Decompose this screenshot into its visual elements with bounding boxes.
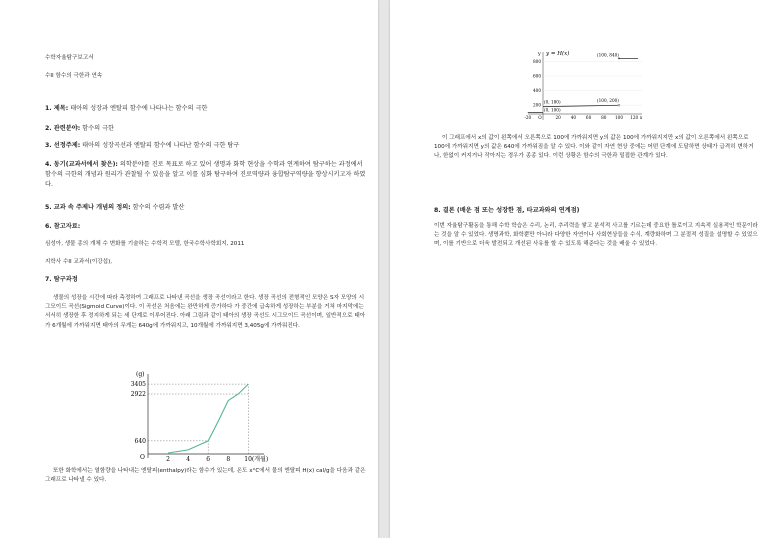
point-label: (100, 200)	[597, 98, 619, 104]
x-tick-label: 20	[555, 115, 561, 120]
enthalpy-chart	[526, 48, 644, 122]
item-references: 6. 참고자료:	[45, 223, 81, 230]
y-tick-label: 3405	[130, 381, 146, 389]
y-axis-label: (g)	[136, 371, 145, 378]
x-tick-label: x	[639, 115, 643, 120]
x-tick-label: 40	[570, 115, 577, 120]
growth-curve-series	[168, 384, 248, 453]
paragraph-conclusion: 이번 자율탐구활동을 통해 수학 학습은 수리, 논리, 추리력을 쌓고 분석적 사고를 기르는데 중요한 틀로이고 지속적 실용적인 학문이라는 것을 알 수 있었다. 생명과학, 화학뿐만 아니라 다양한 자연이나 사회현상들을 수식, 계량화하며 그 분절적 성질을 설명할 수 있었으며, 이를 기반으로 더욱 발전되고 개선된 사유를 할 수 있도록 해준다는 것을 배울 수 있었다.	[434, 223, 758, 248]
x-tick-label: 10(개월)	[244, 456, 269, 463]
item-topic: 3. 선정주제: 태아의 성장곡선과 엔탈피 함수에 나타난 함수의 극한 탐구	[45, 142, 240, 149]
item-motivation: 4. 동기(교과서에서 찾은): 의학분야를 진로 목표로 하고 있어 생명과 화학 현상을 수학과 연계하여 탐구하는 과정에서 함수의 극한의 개념과 원리가 관찰될 수 있음을 알고 이를 심화 탐구하여 진로역량과 융합탐구역량을 향상시키고자 하였다.	[45, 161, 366, 189]
item-field: 2. 관련분야: 함수의 극한	[45, 125, 115, 132]
x-tick-label: 4	[186, 456, 191, 463]
x-tick-label: 60	[585, 115, 592, 120]
point-label: (100, 840)	[597, 52, 619, 58]
item-title: 1. 제목: 태아의 성장과 엔탈피 함수에 나타나는 함수의 극한	[45, 105, 208, 112]
x-tick-label: -20	[524, 115, 532, 120]
point-label: (0, 100)	[544, 107, 561, 113]
origin-label: O	[140, 454, 145, 461]
paragraph-limit-explanation: 이 그래프에서 x의 값이 왼쪽에서 오른쪽으로 100에 가까워지면 y의 값은 100에 가까워지지만 x의 값이 오른쪽에서 왼쪽으로 100에 가까워지면 y의 값은 640에 가까워짐을 알 수 있다. 이와 같이 자연 현상 중에는 어떤 단계에 도달하면 상태가 급격히 변하거나, 한없이 커지거나 작아지는 경우가 종종 있다. 이런 상황은 함수의 극한과 밀접한 관계가 있다.	[434, 135, 754, 160]
x-tick-label: 80	[601, 115, 607, 120]
reference-2: 지학사 수II 교과서(이강섭),	[45, 259, 113, 265]
paragraph-growth-curve: 생물의 성장을 시간에 따라 측정하여 그래프로 나타낸 곡선을 생장 곡선이라고 한다. 생장 곡선의 전형적인 모양은 S자 모양의 시그모이드 곡선(Sigmoid Curve)이다. 이 곡선은 처음에는 완만하게 증가하다 가 중간에 급속하게 성장하는 부분을 거쳐 마지막에는 서서히 생장한 후 정지하게 되는 세 단계로 이루어진다. 아래 그림과 같이 태아의 생장 곡선도 시그모이드 곡선이며, 일반적으로 태아가 6개월에 가까워지면 태아의 무게는 640g에 가까워지고, 10개월에 가까워지면 3,405g에 가까워진다.	[45, 295, 366, 329]
point-label: (0, 180)	[544, 99, 561, 105]
x-tick-label: 100	[615, 115, 623, 120]
x-tick-label: 2	[166, 456, 170, 463]
subject-line: 수II 함수의 극한과 연속	[45, 73, 103, 79]
x-tick-label: 6	[206, 456, 211, 463]
x-tick-label: O	[538, 115, 542, 120]
fetal-growth-chart	[118, 368, 269, 463]
chart-function-label: y = H(x)	[546, 51, 570, 57]
section-8-heading: 8. 결론 (배운 점 또는 성장한 점, 타교과와의 연계점)	[434, 207, 580, 214]
x-tick-label: 8	[226, 456, 231, 463]
y-tick-label: 600	[533, 73, 541, 79]
item-definition: 5. 교과 속 주제나 개념의 정의: 함수의 수렴과 발산	[45, 204, 185, 211]
y-tick-label: 800	[533, 58, 541, 64]
page-right	[390, 0, 768, 538]
y-tick-label: 2922	[130, 391, 146, 399]
page-left	[0, 0, 378, 538]
doc-title: 수학자율탐구보고서	[45, 55, 94, 61]
open-point	[618, 104, 620, 106]
y-tick-label: 200	[533, 102, 541, 108]
reference-1: 심성아, 생물 종의 개체 수 변화를 기술하는 수학적 모델, 한국수학사학회지, 2011	[45, 241, 245, 247]
chart-y-letter: y	[538, 51, 541, 57]
paragraph-enthalpy: 또한 화학에서는 열함량을 나타내는 엔탈피(enthalpy)라는 함수가 있는데, 온도 x°C에서 물의 엔탈피 H(x) cal/g을 다음과 같은 그래프로 나타낼 수 있다.	[45, 468, 366, 484]
x-tick-label: 120	[630, 115, 639, 120]
y-tick-label: 640	[134, 437, 146, 445]
filled-point	[618, 57, 620, 59]
y-tick-label: 400	[533, 88, 541, 94]
section-7-heading: 7. 탐구과정	[45, 276, 78, 283]
series-segment	[543, 105, 619, 106]
